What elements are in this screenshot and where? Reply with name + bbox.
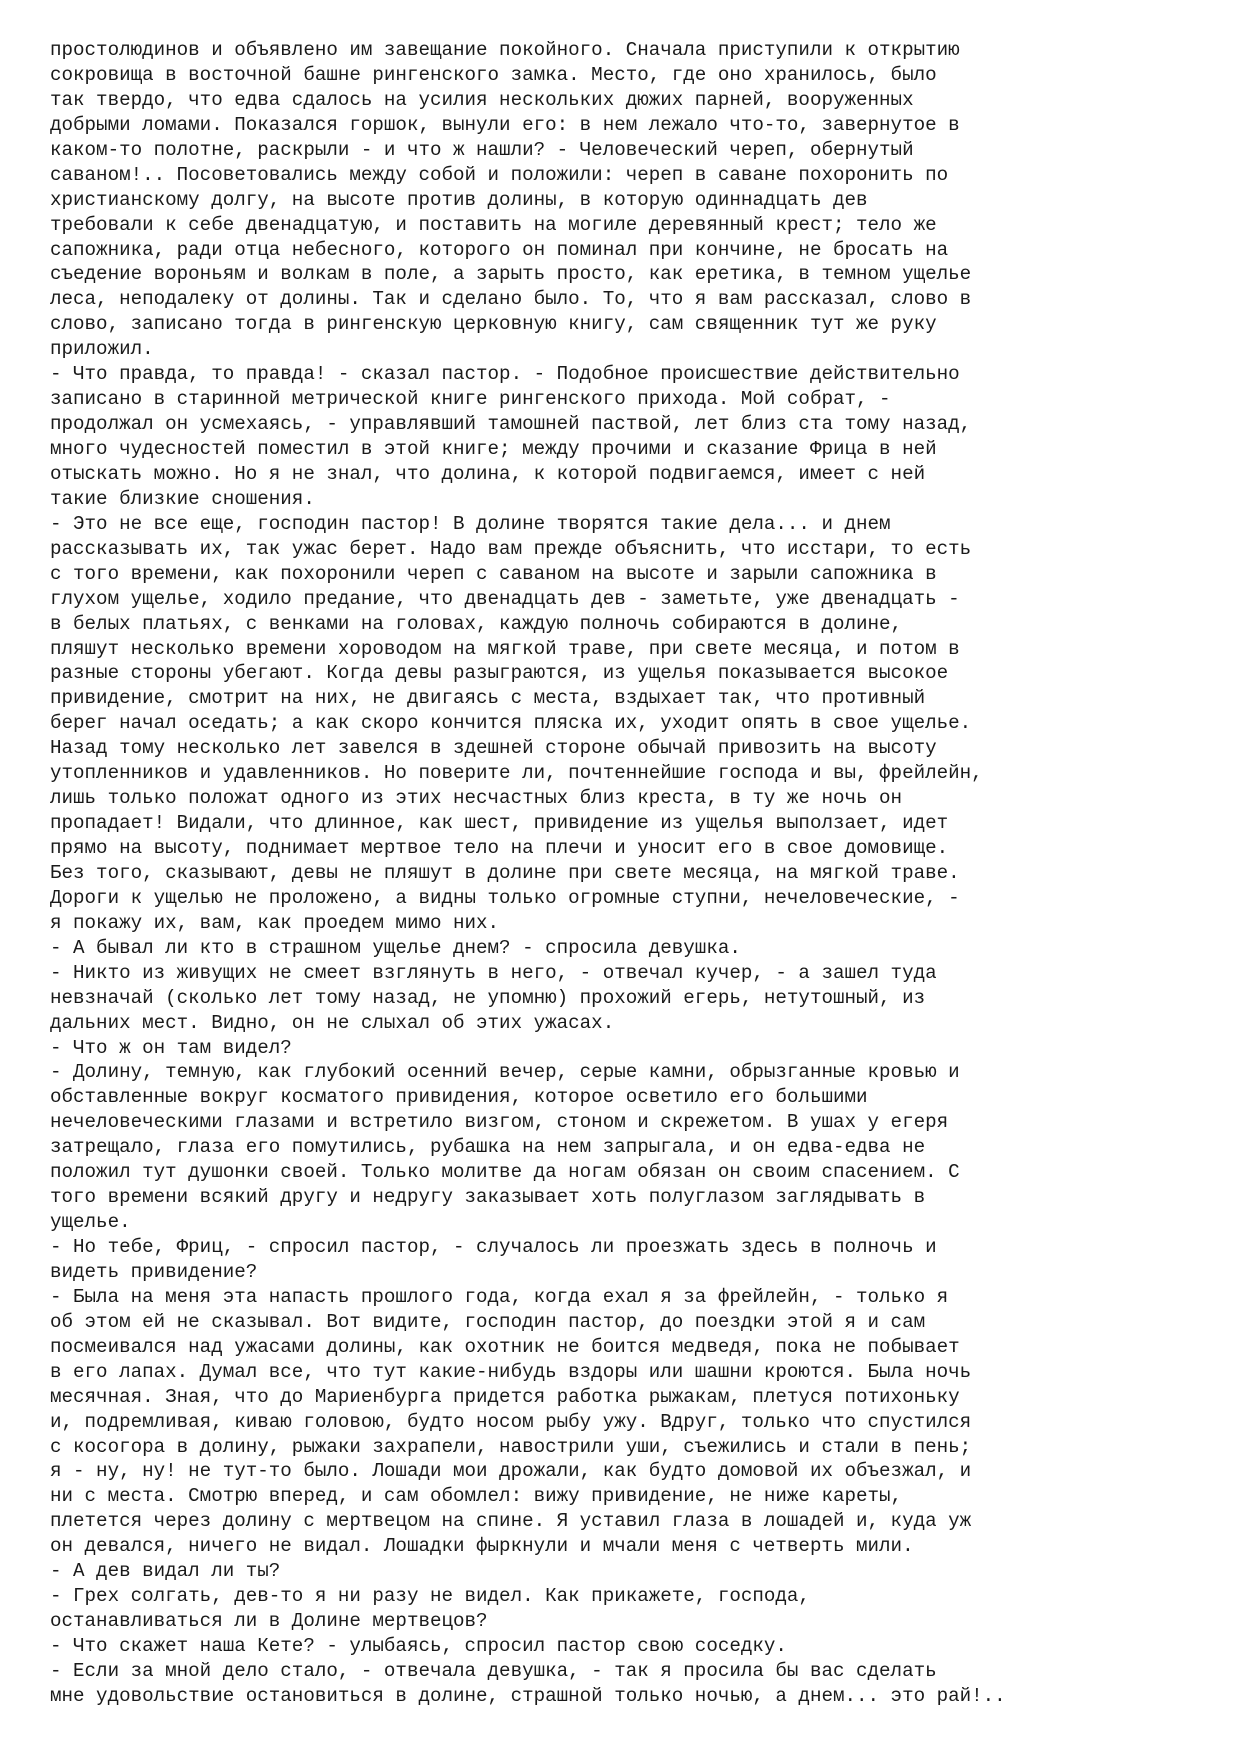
text-line: об этом ей не сказывал. Вот видите, господин пастор, до поездки этой я и сам xyxy=(50,1310,926,1333)
text-line: пляшут несколько времени хороводом на мягкой траве, при свете месяца, и потом в xyxy=(50,637,960,660)
text-line: - Это не все еще, господин пастор! В долине творятся такие дела... и днем xyxy=(50,512,891,535)
text-line: Без того, сказывают, девы не пляшут в долине при свете месяца, на мягкой траве. xyxy=(50,861,960,884)
text-line: - Если за мной дело стало, - отвечала девушка, - так я просила бы вас сделать xyxy=(50,1659,937,1682)
text-line: саваном!.. Посоветовались между собой и положили: череп в саване похоронить по xyxy=(50,163,949,186)
text-line: нечеловеческими глазами и встретило визгом, стоном и скрежетом. В ушах у егеря xyxy=(50,1111,949,1134)
text-line: - Что ж он там видел? xyxy=(50,1036,292,1059)
text-line: затрещало, глаза его помутились, рубашка на нем запрыгала, и он едва-едва не xyxy=(50,1136,926,1159)
text-line: - Грех солгать, дев-то я ни разу не видел. Как прикажете, господа, xyxy=(50,1585,810,1608)
text-line: леса, неподалеку от долины. Так и сделано было. То, что я вам рассказал, слово в xyxy=(50,288,972,311)
text-line: я покажу их, вам, как проедем мимо них. xyxy=(50,911,500,934)
text-line: ущелье. xyxy=(50,1211,131,1234)
text-line: такие близкие сношения. xyxy=(50,487,315,510)
text-line: съедение вороньям и волкам в поле, а зарыть просто, как еретика, в темном ущелье xyxy=(50,263,972,286)
text-line: - Но тебе, Фриц, - спросил пастор, - случалось ли проезжать здесь в полночь и xyxy=(50,1236,937,1258)
text-line: посмеивался над ужасами долины, как охотник не боится медведя, пока не побывает xyxy=(50,1335,960,1358)
text-line: пропадает! Видали, что длинное, как шест, привидение из ущелья выползает, идет xyxy=(50,812,949,835)
text-line: и, подремливая, киваю головою, будто носом рыбу ужу. Вдруг, только что спустился xyxy=(50,1410,972,1433)
text-line: так твердо, что едва сдалось на усилия нескольких дюжих парней, вооруженных xyxy=(50,88,914,111)
text-line: разные стороны убегают. Когда девы разыграются, из ущелья показывается высокое xyxy=(50,662,949,685)
text-line: ни с места. Смотрю вперед, и сам обомлел: вижу привидение, не ниже кареты, xyxy=(50,1485,903,1508)
text-line: - Что скажет наша Кете? - улыбаясь, спросил пастор свою соседку. xyxy=(50,1635,787,1657)
text-line: записано в старинной метрической книге рингенского прихода. Мой собрат, - xyxy=(50,388,891,411)
text-line: привидение, смотрит на них, не двигаясь с места, вздыхает так, что противный xyxy=(50,687,926,710)
document-page xyxy=(50,38,1230,1709)
text-line: сапожника, ради отца небесного, которого он поминал при кончине, не бросать на xyxy=(50,238,949,261)
text-line: Дороги к ущелью не проложено, а видны только огромные ступни, нечеловеческие, - xyxy=(50,886,960,909)
text-line: берег начал оседать; а как скоро кончится пляска их, уходит опять в свое ущелье. xyxy=(50,712,972,735)
text-line: каком-то полотне, раскрыли - и что ж нашли? - Человеческий череп, обернутый xyxy=(50,138,914,161)
text-line: в белых платьях, с венками на головах, каждую полночь собираются в долине, xyxy=(50,612,903,635)
text-line: много чудесностей поместил в этой книге; между прочими и сказание Фрица в ней xyxy=(50,438,937,460)
text-line: христианскому долгу, на высоте против долины, в которую одиннадцать дев xyxy=(50,188,868,211)
text-line: добрыми ломами. Показался горшок, вынули его: в нем лежало что-то, завернутое в xyxy=(50,113,960,136)
text-line: - Никто из живущих не смеет взглянуть в него, - отвечал кучер, - а зашел туда xyxy=(50,961,937,984)
text-line: простолюдинов и объявлено им завещание покойного. Сначала приступили к открытию xyxy=(50,39,960,61)
text-line: с косогора в долину, рыжаки захрапели, навострили уши, съежились и стали в пень; xyxy=(50,1435,972,1458)
text-line: - А бывал ли кто в страшном ущелье днем? - спросила девушка. xyxy=(50,936,741,959)
text-line: утопленников и удавленников. Но поверите ли, почтеннейшие господа и вы, фрейлейн, xyxy=(50,762,983,785)
text-line: приложил. xyxy=(50,338,154,361)
text-line: требовали к себе двенадцатую, и поставить на могиле деревянный крест; тело же xyxy=(50,213,937,236)
text-line: дальних мест. Видно, он не слыхал об этих ужасах. xyxy=(50,1011,615,1034)
text-line: положил тут душонки своей. Только молитве да ногам обязан он своим спасением. С xyxy=(50,1161,960,1184)
text-line: видеть привидение? xyxy=(50,1260,258,1283)
text-line: слово, записано тогда в рингенскую церковную книгу, сам священник тут же руку xyxy=(50,313,937,336)
text-line: останавливаться ли в Долине мертвецов? xyxy=(50,1610,488,1633)
text-line: я - ну, ну! не тут-то было. Лошади мои дрожали, как будто домовой их объезжал, и xyxy=(50,1460,972,1483)
text-line: невзначай (сколько лет тому назад, не упомню) прохожий егерь, нетутошный, из xyxy=(50,986,926,1009)
text-line: Назад тому несколько лет завелся в здешней стороне обычай привозить на высоту xyxy=(50,737,937,760)
text-line: мне удовольствие остановиться в долине, страшной только ночью, а днем... это рай!.. xyxy=(50,1684,1006,1707)
text-line: обставленные вокруг косматого привидения, которое осветило его большими xyxy=(50,1086,868,1109)
text-line: отыскать можно. Но я не знал, что долина, к которой подвигаемся, имеет с ней xyxy=(50,462,926,485)
text-line: продолжал он усмехаясь, - управлявший тамошней паствой, лет близ ста тому назад, xyxy=(50,413,972,436)
text-line: он девался, ничего не видал. Лошадки фыркнули и мчали меня с четверть мили. xyxy=(50,1535,914,1558)
text-line: того времени всякий другу и недругу заказывает хоть полуглазом заглядывать в xyxy=(50,1186,926,1209)
text-line: - А дев видал ли ты? xyxy=(50,1560,281,1583)
text-line: - Что правда, то правда! - сказал пастор. - Подобное происшествие действительно xyxy=(50,363,960,386)
text-line: месячная. Зная, что до Мариенбурга придется работка рыжакам, плетуся потихоньку xyxy=(50,1385,960,1408)
text-line: - Долину, темную, как глубокий осенний вечер, серые камни, обрызганные кровью и xyxy=(50,1061,960,1084)
text-line: - Была на меня эта напасть прошлого года, когда ехал я за фрейлейн, - только я xyxy=(50,1285,949,1308)
text-line: глухом ущелье, ходило предание, что двенадцать дев - заметьте, уже двенадцать - xyxy=(50,587,960,610)
text-line: плетется через долину с мертвецом на спине. Я уставил глаза в лошадей и, куда уж xyxy=(50,1510,972,1533)
text-line: прямо на высоту, поднимает мертвое тело на плечи и уносит его в свое домовище. xyxy=(50,837,949,859)
text-line: в его лапах. Думал все, что тут какие-нибудь вздоры или шашни кроются. Была ночь xyxy=(50,1360,972,1383)
text-line: рассказывать их, так ужас берет. Надо вам прежде объяснить, что исстари, то есть xyxy=(50,537,972,560)
text-line: сокровища в восточной башне рингенского замка. Место, где оно хранилось, было xyxy=(50,63,937,86)
text-line: лишь только положат одного из этих несчастных близ креста, в ту же ночь он xyxy=(50,787,903,810)
text-line: с того времени, как похоронили череп с саваном на высоте и зарыли сапожника в xyxy=(50,562,937,585)
